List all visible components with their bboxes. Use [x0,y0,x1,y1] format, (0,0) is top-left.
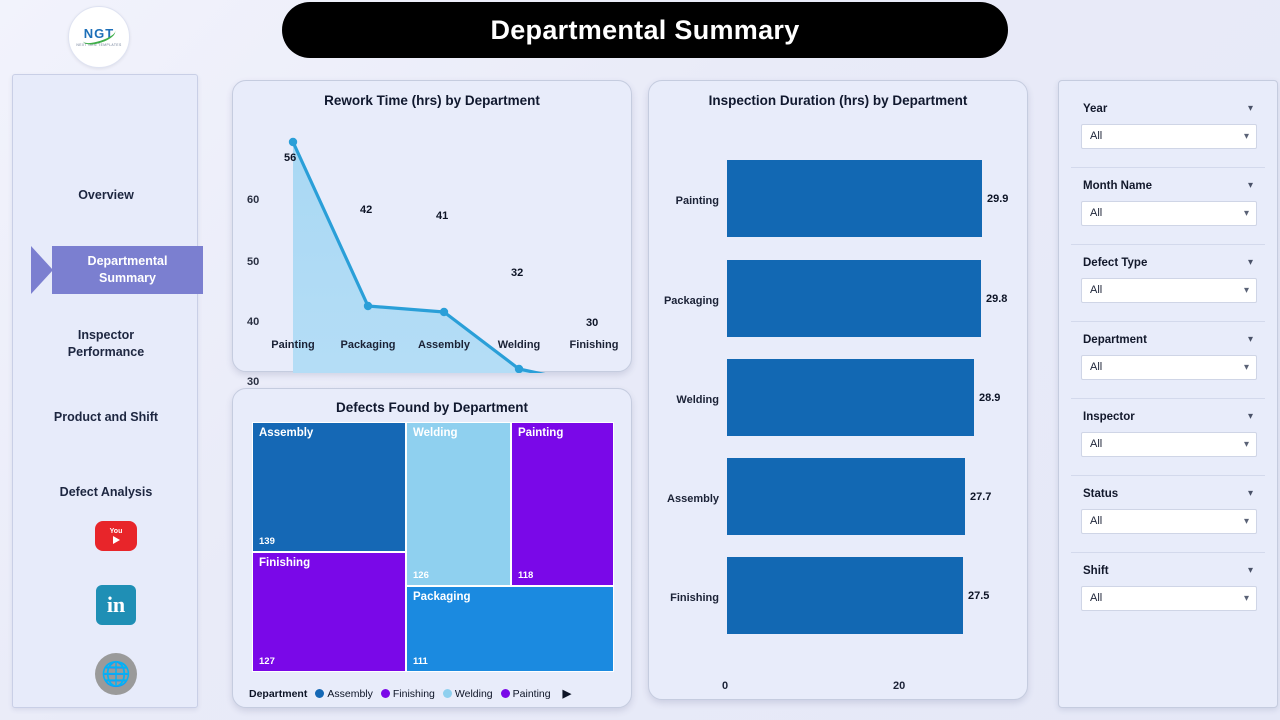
page-title [282,2,1008,58]
bar-value-painting: 29.9 [987,193,1009,205]
treemap-tile-value: 139 [259,536,275,547]
legend-entry-finishing[interactable] [381,688,435,700]
treemap-tile-value: 127 [259,656,275,667]
chart-title: Rework Time (hrs) by Department [324,93,540,108]
legend-title: Department [249,687,308,700]
sidebar-item-defect-analysis[interactable] [13,484,199,501]
sidebar-item-inspector-performance[interactable] [13,327,199,361]
filter-department [1071,322,1265,399]
line-point [440,308,448,316]
x-tick-0: 0 [722,680,729,692]
filter-select-shift[interactable] [1081,586,1257,611]
filter-select-year[interactable] [1081,124,1257,149]
filter-value: All [1090,592,1103,604]
logo-subtext: NEXT GEN TEMPLATES [76,43,122,47]
linkedin-badge: in [96,585,136,625]
x-tick-20: 20 [893,680,906,692]
legend-label: Assembly [327,687,373,700]
y-tick-40: 40 [247,316,260,328]
filter-label: Department [1083,334,1147,346]
chevron-down-icon: ▾ [1243,208,1249,219]
point-label-finishing: 30 [586,317,599,329]
legend-swatch-icon [315,689,324,698]
line-point [289,138,297,146]
bar-value-welding: 28.9 [979,392,1001,404]
chevron-down-icon[interactable]: ▾ [1247,565,1253,576]
sidebar-item-label: Product and Shift [53,410,159,424]
treemap-tile-label: Painting [518,427,564,439]
filter-status [1071,476,1265,553]
filter-defect-type [1071,245,1265,322]
logo-circle [68,6,130,68]
bar-packaging[interactable] [727,260,981,337]
y-tick-50: 50 [247,256,260,268]
chevron-down-icon: ▾ [1243,439,1249,450]
filter-select-month-name[interactable] [1081,201,1257,226]
bar-category-welding: Welding [676,394,719,406]
filter-value: All [1090,207,1103,219]
chevron-down-icon: ▾ [1243,285,1249,296]
filter-label: Shift [1083,565,1109,577]
sidebar-active-body [52,246,203,294]
line-point [515,365,523,373]
bar-category-packaging: Packaging [663,295,719,307]
sidebar [12,74,198,708]
bar-category-painting: Painting [675,195,719,207]
chevron-down-icon: ▾ [1243,362,1249,373]
treemap-tile-assembly[interactable] [252,422,406,552]
chevron-down-icon[interactable]: ▾ [1247,103,1253,114]
legend-next-arrow-icon[interactable]: ▶ [562,688,572,700]
filter-select-department[interactable] [1081,355,1257,380]
page-title-text: Departmental Summary [490,14,800,45]
sidebar-item-departmental-summary[interactable] [31,246,203,294]
filter-year [1071,91,1265,168]
filter-label: Status [1083,488,1119,500]
chevron-right-icon [31,246,53,294]
filter-label: Month Name [1083,180,1152,192]
bar-value-assembly: 27.7 [970,491,992,503]
chart-title: Inspection Duration (hrs) by Department [708,93,968,108]
sidebar-item-overview[interactable] [13,187,199,204]
bar-category-finishing: Finishing [670,592,719,604]
chevron-down-icon[interactable]: ▾ [1247,488,1253,499]
point-label-welding: 32 [511,267,524,279]
website-icon[interactable] [94,652,138,696]
filter-month-name [1071,168,1265,245]
chevron-down-icon[interactable]: ▾ [1247,180,1253,191]
chevron-down-icon: ▾ [1243,593,1249,604]
treemap-tile-label: Assembly [259,427,314,439]
linkedin-icon[interactable] [94,583,138,627]
legend-swatch-icon [443,689,452,698]
chart-title: Defects Found by Department [335,400,529,415]
legend-entry-painting[interactable] [501,688,551,700]
y-tick-30: 30 [247,376,260,388]
chevron-down-icon[interactable]: ▾ [1247,334,1253,345]
chevron-down-icon[interactable]: ▾ [1247,411,1253,422]
youtube-badge [95,521,137,551]
bar-painting[interactable] [727,160,982,237]
treemap-tile-label: Finishing [259,557,311,569]
treemap-tile-value: 118 [518,570,534,581]
filter-inspector [1071,399,1265,476]
treemap-tile-finishing[interactable] [252,552,406,672]
treemap-tile-label: Packaging [413,591,471,603]
filter-label: Year [1083,103,1108,115]
filter-value: All [1090,515,1103,527]
filter-label: Inspector [1083,411,1135,423]
company-logo [62,6,136,68]
treemap-tile-value: 111 [413,656,428,667]
inspection-duration-bar-chart [648,80,1028,700]
play-triangle-icon [113,536,120,544]
chevron-down-icon[interactable]: ▾ [1247,257,1253,268]
legend-entry-assembly[interactable] [315,688,373,700]
bar-assembly[interactable] [727,458,965,535]
filter-shift [1071,553,1265,630]
sidebar-item-product-and-shift[interactable] [13,409,199,426]
filter-value: All [1090,438,1103,450]
treemap-tile-value: 126 [413,570,429,581]
treemap-tile-packaging[interactable] [406,586,614,672]
logo-text: NGT [83,26,115,41]
x-tick-assembly: Assembly [418,339,470,351]
x-tick-finishing: Finishing [569,339,619,351]
bar-category-assembly: Assembly [667,493,719,505]
treemap-tile-painting[interactable] [511,422,614,586]
rework-time-line-chart [232,80,632,388]
filter-value: All [1090,361,1103,373]
x-tick-painting: Painting [271,339,315,351]
x-tick-packaging: Packaging [340,339,396,351]
line-point [364,302,372,310]
treemap-tile-label: Welding [413,427,458,439]
treemap-tile-welding[interactable] [406,422,511,586]
treemap-legend [249,687,571,700]
filter-value: All [1090,130,1103,142]
filter-select-inspector[interactable] [1081,432,1257,457]
sidebar-item-label: Overview [78,188,134,202]
filter-value: All [1090,284,1103,296]
filter-label: Defect Type [1083,257,1148,269]
sidebar-item-label: Defect Analysis [59,485,153,499]
line-plot [233,81,633,373]
filter-panel [1058,80,1278,708]
legend-label: Painting [512,687,551,700]
point-label-assembly: 41 [436,210,449,222]
legend-entry-welding[interactable] [443,688,493,700]
bar-welding[interactable] [727,359,974,436]
bar-finishing[interactable] [727,557,963,634]
sidebar-item-label: Departmental Summary [87,254,168,285]
defects-found-treemap [232,388,632,708]
filter-select-defect-type[interactable] [1081,278,1257,303]
legend-label: Finishing [392,687,435,700]
legend-swatch-icon [381,689,390,698]
x-tick-welding: Welding [497,339,541,351]
y-tick-60: 60 [247,194,260,206]
bar-value-finishing: 27.5 [968,590,990,602]
chevron-down-icon: ▾ [1243,131,1249,142]
filter-select-status[interactable] [1081,509,1257,534]
globe-badge: 🌐 [95,653,137,695]
youtube-label: You [109,528,123,535]
point-label-packaging: 42 [360,204,373,216]
bar-value-packaging: 29.8 [986,293,1008,305]
legend-label: Welding [454,687,493,700]
chevron-down-icon: ▾ [1243,516,1249,527]
youtube-icon[interactable] [94,514,138,558]
legend-swatch-icon [501,689,510,698]
point-label-painting: 56 [284,152,297,164]
sidebar-item-label-2: Performance [67,344,145,359]
sidebar-item-label: Inspector [77,328,135,342]
